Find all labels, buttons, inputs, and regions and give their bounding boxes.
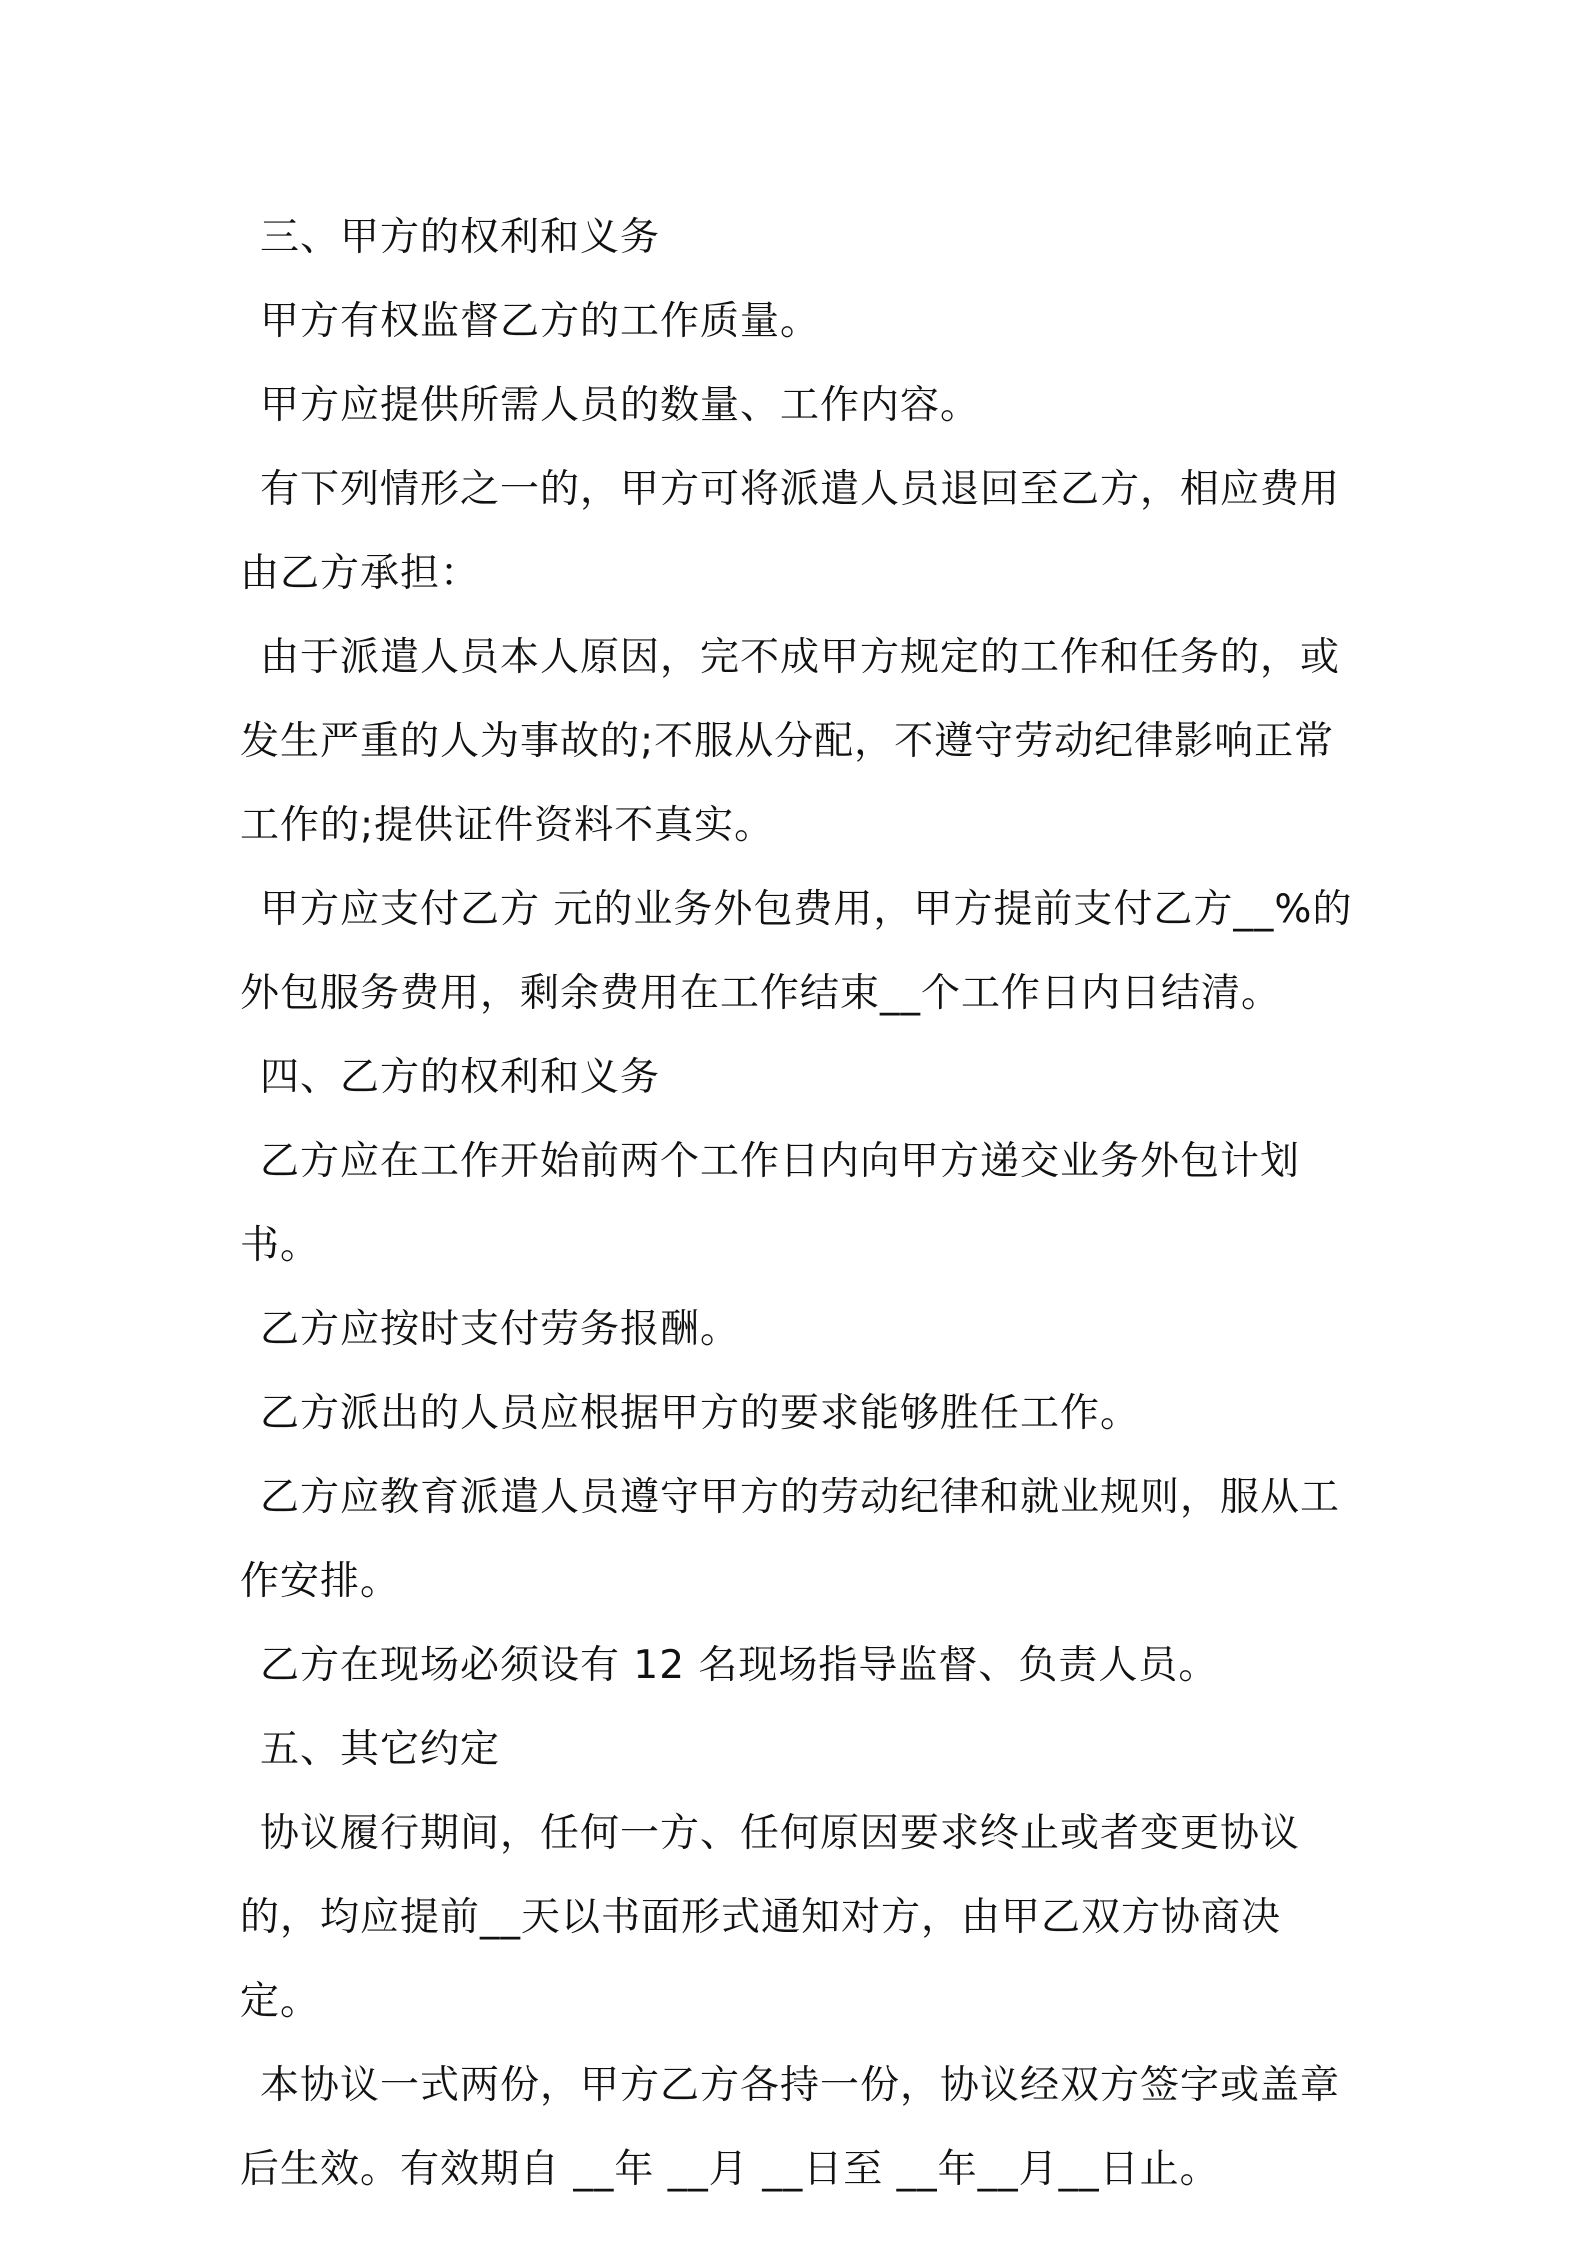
clause-termination-notice: 协议履行期间，任何一方、任何原因要求终止或者变更协议的，均应提前__天以书面形式通知对方，由甲乙双方协商决定。 [240, 1811, 1301, 2024]
clause-payment-terms: 甲方应支付乙方 元的业务外包费用，甲方提前支付乙方__%的外包服务费用，剩余费用在工作结束__个工作日内日结清。 [240, 887, 1353, 1016]
clause-return-personnel: 有下列情形之一的，甲方可将派遣人员退回至乙方，相应费用由乙方承担： [240, 467, 1341, 596]
clause-copies-validity: 本协议一式两份，甲方乙方各持一份，协议经双方签字或盖章后生效。有效期自 __年 __月 __日至 __年__月__日止。 [240, 2063, 1341, 2192]
section-heading-other-terms: 五、其它约定 [260, 1727, 501, 1772]
section-heading-party-a-rights: 三、甲方的权利和义务 [260, 215, 661, 260]
clause-submit-plan: 乙方应在工作开始前两个工作日内向甲方递交业务外包计划书。 [240, 1139, 1301, 1268]
clause-provide-staff-info: 甲方应提供所需人员的数量、工作内容。 [260, 383, 981, 428]
clause-educate-staff: 乙方应教育派遣人员遵守甲方的劳动纪律和就业规则，服从工作安排。 [240, 1475, 1341, 1604]
clause-pay-remuneration: 乙方应按时支付劳务报酬。 [260, 1307, 741, 1352]
clause-return-conditions: 由于派遣人员本人原因，完不成甲方规定的工作和任务的，或发生严重的人为事故的;不服从分配，不遵守劳动纪律影响正常工作的;提供证件资料不真实。 [240, 635, 1341, 848]
clause-competent-staff: 乙方派出的人员应根据甲方的要求能够胜任工作。 [260, 1391, 1141, 1436]
section-heading-party-b-rights: 四、乙方的权利和义务 [260, 1055, 661, 1100]
clause-supervise-quality: 甲方有权监督乙方的工作质量。 [260, 299, 821, 344]
document-body [240, 196, 1360, 2212]
clause-onsite-supervisors: 乙方在现场必须设有 12 名现场指导监督、负责人员。 [260, 1643, 1219, 1688]
